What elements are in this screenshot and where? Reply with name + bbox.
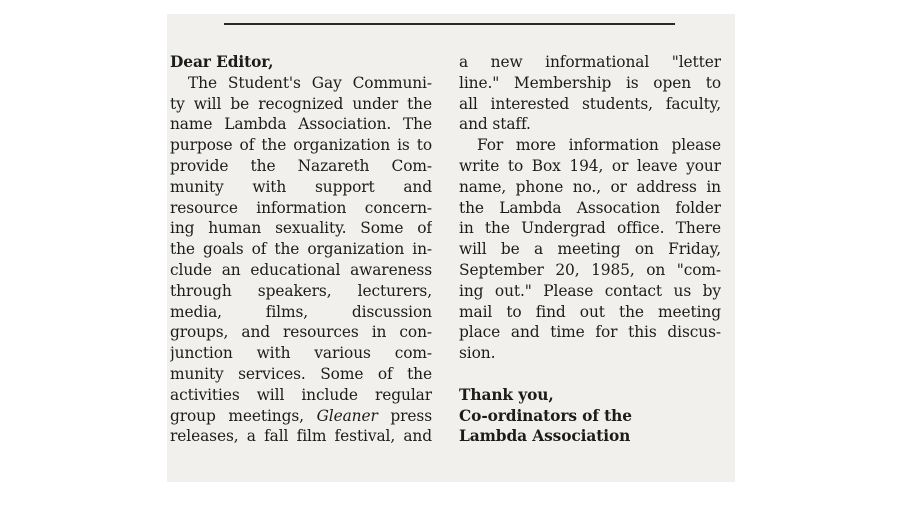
letter-right-column (459, 52, 721, 447)
text-fragment: group meetings, (170, 406, 317, 425)
text-line: a new informational "letter (459, 53, 721, 71)
text-line: line." Membership is open to (459, 73, 721, 92)
gleaner-title: Gleaner (316, 406, 378, 425)
text-line: sion. (459, 344, 496, 363)
text-line: will be a meeting on Friday, (459, 240, 721, 259)
text-line: write to Box 194, or leave your (459, 156, 721, 175)
text-line: place and time for this discus- (459, 323, 721, 342)
letter-left-column (170, 52, 432, 447)
text-line: munity with support and (170, 177, 432, 196)
text-line: the Lambda Assocation folder (459, 198, 721, 217)
text-line: activities will include regular (170, 385, 432, 404)
paragraph-gap (459, 364, 721, 385)
text-line: ing human sexuality. Some of (170, 219, 432, 238)
signoff-line: Co-ordinators of the (459, 406, 632, 425)
text-line: through speakers, lecturers, (170, 281, 432, 300)
text-line: September 20, 1985, on "com- (459, 260, 721, 279)
text-line: junction with various com- (170, 344, 432, 363)
text-line: clude an educational awareness (170, 260, 432, 279)
text-line: purpose of the organization is to (170, 136, 432, 155)
text-line: releases, a fall film festival, and (170, 427, 432, 446)
text-line: provide the Nazareth Com- (170, 156, 432, 175)
text-line-with-italic (170, 406, 432, 427)
text-line: and staff. (459, 115, 531, 134)
text-line: groups, and resources in con- (170, 323, 432, 342)
text-line: in the Undergrad office. There (459, 219, 721, 238)
text-line: name Lambda Association. The (170, 115, 432, 134)
signoff-line: Lambda Association (459, 427, 631, 446)
text-line: munity services. Some of the (170, 364, 432, 383)
signoff-line: Thank you, (459, 385, 554, 404)
column-rule (224, 23, 675, 25)
text-line: name, phone no., or address in (459, 177, 721, 196)
text-line: ing out." Please contact us by (459, 281, 721, 300)
text-line: mail to find out the meeting (459, 302, 721, 321)
text-fragment: press (377, 406, 432, 425)
text-line: all interested students, faculty, (459, 94, 721, 113)
text-line: The Student's Gay Communi- (188, 73, 432, 92)
text-line: the goals of the organization in- (170, 240, 432, 259)
text-line: For more information please (477, 136, 721, 155)
salutation: Dear Editor, (170, 53, 274, 71)
text-line: media, films, discussion (170, 302, 432, 321)
text-line: resource information concern- (170, 198, 432, 217)
text-line: ty will be recognized under the (170, 94, 432, 113)
